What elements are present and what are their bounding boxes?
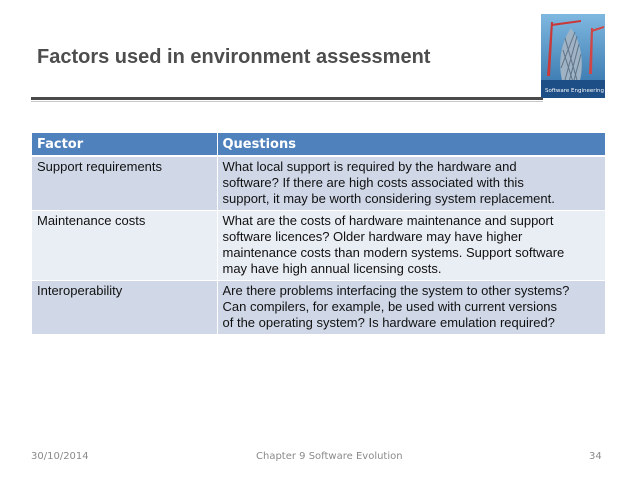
header-questions: Questions: [217, 133, 606, 156]
table-row: [32, 156, 606, 211]
table-row: [32, 281, 606, 335]
question-line: of the operating system? Is hardware emulation required?: [222, 315, 555, 330]
cover-title: Software Engineering: [545, 88, 604, 94]
title-rule: [31, 97, 543, 100]
factor-cell: Support requirements: [32, 156, 217, 211]
question-line: What local support is required by the hardware and: [222, 159, 517, 174]
title-rule-shadow: [31, 101, 543, 102]
header-factor: Factor: [32, 133, 217, 156]
footer-chapter: Chapter 9 Software Evolution: [256, 451, 403, 462]
factor-cell: Maintenance costs: [32, 211, 217, 281]
questions-cell: [217, 281, 606, 335]
question-line: software? If there are high costs associated with this: [222, 175, 524, 190]
table-row: [32, 211, 606, 281]
questions-cell: [217, 211, 606, 281]
table-header-row: [32, 133, 606, 156]
footer-date: 30/10/2014: [31, 451, 89, 462]
question-line: Can compilers, for example, be used with current versions: [222, 299, 558, 314]
factor-cell: Interoperability: [32, 281, 217, 335]
question-line: may have high annual licensing costs.: [222, 261, 442, 276]
question-line: What are the costs of hardware maintenance and support: [222, 213, 554, 228]
question-line: maintenance costs than modern systems. Support software: [222, 245, 565, 260]
questions-cell: [217, 156, 606, 211]
assessment-table: [32, 133, 606, 335]
question-line: support, it may be worth considering system replacement.: [222, 191, 555, 206]
question-line: software licences? Older hardware may have higher: [222, 229, 523, 244]
question-line: Are there problems interfacing the system to other systems?: [222, 283, 570, 298]
footer-page-number: 34: [589, 451, 602, 462]
book-cover-image: [541, 14, 605, 98]
slide-title: Factors used in environment assessment: [37, 46, 431, 68]
